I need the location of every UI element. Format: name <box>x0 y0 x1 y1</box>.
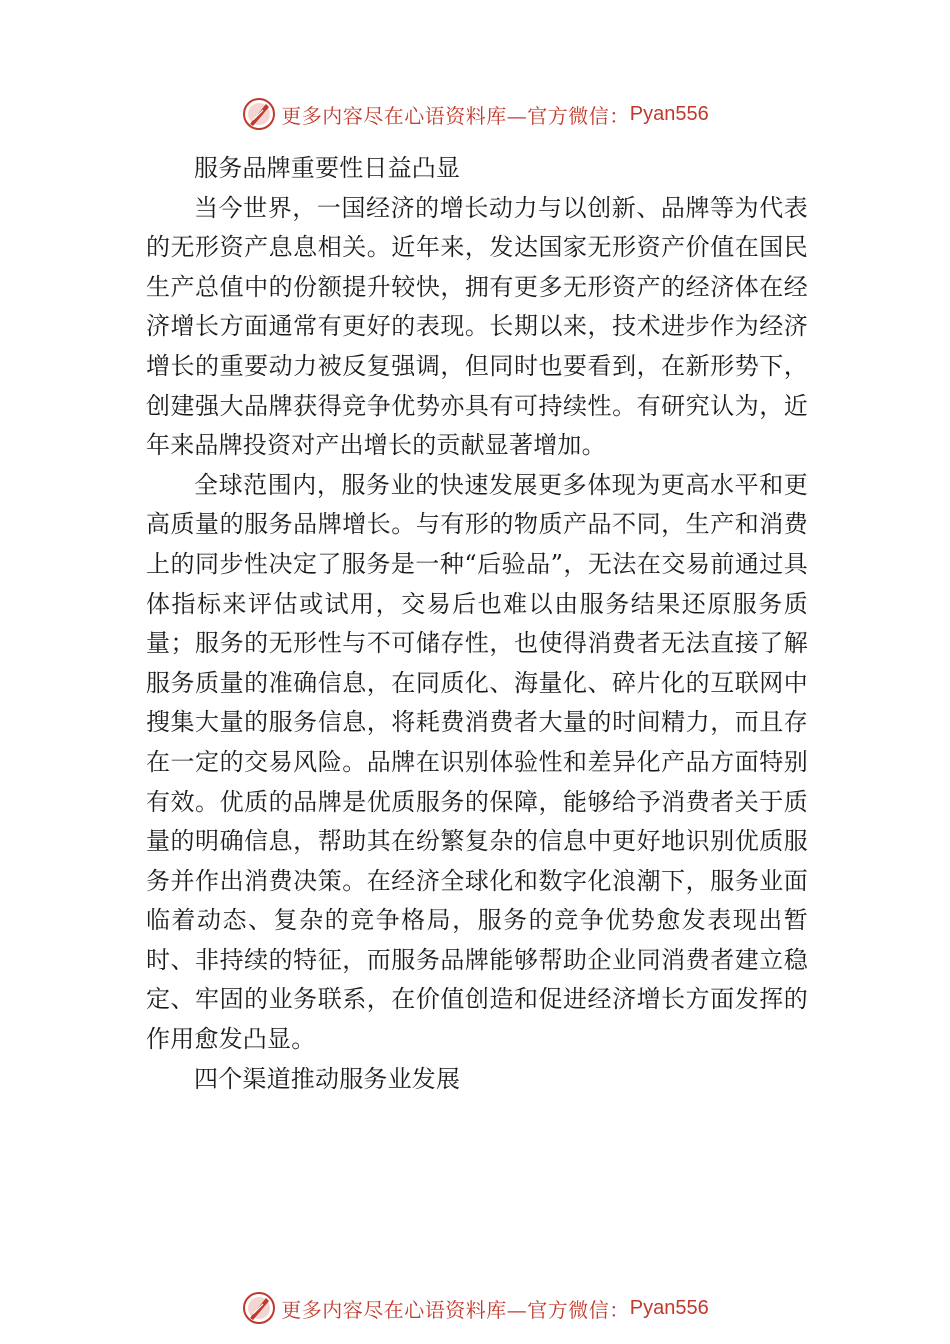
footer-banner <box>0 1288 950 1328</box>
banner-text: 更多内容尽在心语资料库—官方微信： <box>281 1297 630 1322</box>
header-banner <box>0 94 950 134</box>
quill-pen-logo-icon <box>241 1290 277 1326</box>
banner-wechat-handle: Pyan556 <box>629 1296 709 1319</box>
section-heading: 服务品牌重要性日益凸显 <box>194 154 461 182</box>
quill-pen-logo-icon <box>241 96 277 132</box>
paragraph: 当今世界，一国经济的增长动力与以创新、品牌等为代表的无形资产息息相关。近年来，发达国家无形资产价值在国民生产总值中的份额提升较快，拥有更多无形资产的经济体在经济增长方面通常有更好的表现。长期以来，技术进步作为经济增长的重要动力被反复强调，但同时也要看到，在新形势下，创建强大品牌获得竞争优势亦具有可持续性。有研究认为，近年来品牌投资对产出增长的贡献显著增加。 <box>146 193 808 460</box>
banner-text: 更多内容尽在心语资料库—官方微信： <box>281 103 630 128</box>
paragraph: 全球范围内，服务业的快速发展更多体现为更高水平和更高质量的服务品牌增长。与有形的物质产品不同，生产和消费上的同步性决定了服务是一种“后验品”，无法在交易前通过具体指标来评估或试用，交易后也难以由服务结果还原服务质量；服务的无形性与不可储存性，也使得消费者无法直接了解服务质量的准确信息，在同质化、海量化、碎片化的互联网中搜集大量的服务信息，将耗费消费者大量的时间精力，而且存在一定的交易风险。品牌在识别体验性和差异化产品方面特别有效。优质的品牌是优质服务的保障，能够给予消费者关于质量的明确信息，帮助其在纷繁复杂的信息中更好地识别优质服务并作出消费决策。在经济全球化和数字化浪潮下，服务业面临着动态、复杂的竞争格局，服务的竞争优势愈发表现出暂时、非持续的特征，而服务品牌能够帮助企业同消费者建立稳定、牢固的业务联系，在价值创造和促进经济增长方面发挥的作用愈发凸显。 <box>146 470 808 1054</box>
document-body <box>146 149 808 1099</box>
banner-wechat-handle: Pyan556 <box>629 102 709 125</box>
section-heading: 四个渠道推动服务业发展 <box>194 1064 461 1093</box>
